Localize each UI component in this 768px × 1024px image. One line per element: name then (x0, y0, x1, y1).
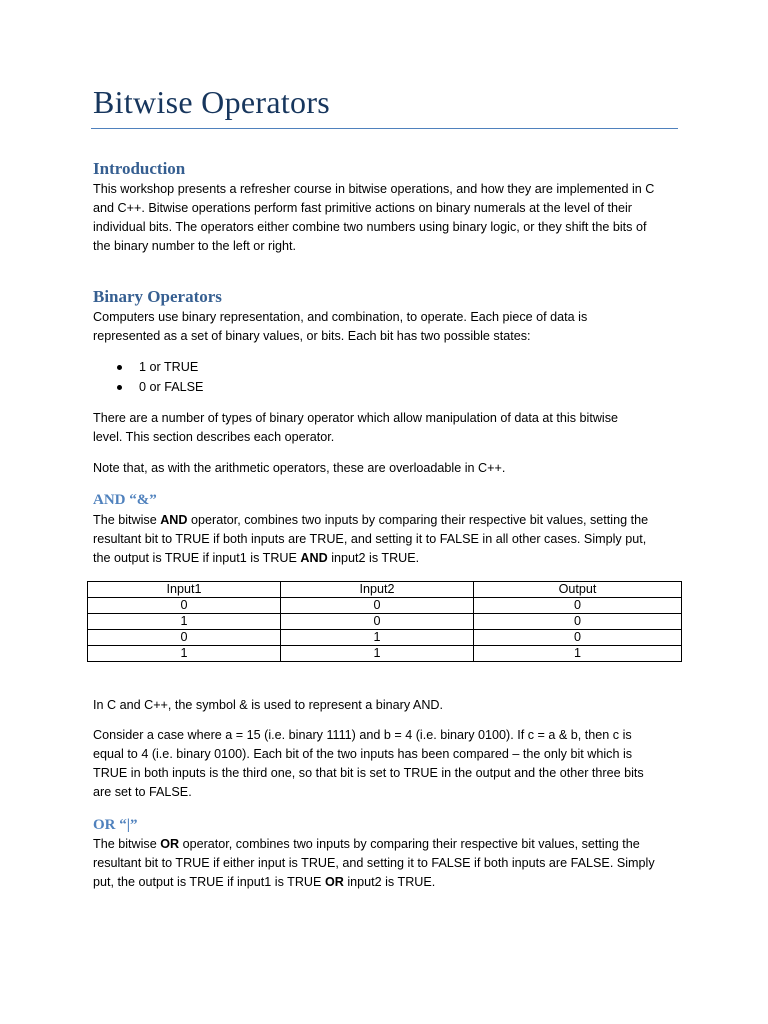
table-row (88, 614, 682, 630)
and-truth-table (87, 581, 682, 662)
table-row (88, 646, 682, 662)
bullet-icon (117, 365, 122, 370)
list-item-text: 1 or TRUE (139, 360, 199, 374)
bold-keyword: OR (324, 875, 344, 889)
text-line: The bitwise AND operator, combines two inputs by comparing their respective bit values, setting the (93, 513, 649, 527)
and-symbol-note: In C and C++, the symbol & is used to represent a binary AND. (93, 698, 444, 712)
text-line: The bitwise OR operator, combines two inputs by comparing their respective bit values, setting the (93, 837, 640, 851)
heading-binary-operators: Binary Operators (93, 287, 222, 306)
text-line: are set to FALSE. (93, 785, 192, 799)
title-underline (91, 128, 678, 129)
text-line: TRUE in both inputs is the third one, so that bit is set to TRUE in the output and the other three bits (93, 766, 644, 780)
table-cell: 0 (474, 630, 682, 646)
table-cell: 0 (474, 598, 682, 614)
text-line: put, the output is TRUE if input1 is TRUE OR input2 is TRUE. (93, 875, 436, 889)
table-cell: 1 (474, 646, 682, 662)
table-cell: 1 (281, 630, 474, 646)
text-line: represented as a set of binary values, or bits. Each bit has two possible states: (93, 329, 531, 343)
heading-or-operator: OR “|” (93, 817, 138, 833)
column-header: Output (474, 582, 682, 598)
table-cell: 0 (281, 614, 474, 630)
overload-note: Note that, as with the arithmetic operators, these are overloadable in C++. (93, 461, 506, 475)
or-description-paragraph (93, 835, 683, 892)
text-line: equal to 4 (i.e. binary 0100). Each bit of the two inputs has been compared – the only bit which is (93, 747, 633, 761)
and-example-paragraph (93, 726, 683, 802)
introduction-paragraph (93, 180, 683, 256)
text-line: resultant bit to TRUE if both inputs are TRUE, and setting it to FALSE in all other cases. Simply put, (93, 532, 647, 546)
text-line: individual bits. The operators either combine two numbers using binary logic, or they shift the bits of (93, 220, 647, 234)
table-cell: 1 (88, 614, 281, 630)
bold-keyword: OR (160, 837, 180, 851)
text-line: There are a number of types of binary operator which allow manipulation of data at this bitwise (93, 411, 619, 425)
text-line: level. This section describes each operator. (93, 430, 335, 444)
table-cell: 1 (88, 646, 281, 662)
text-line: This workshop presents a refresher course in bitwise operations, and how they are implemented in C (93, 182, 655, 196)
table-cell: 0 (281, 598, 474, 614)
bold-keyword: AND (160, 513, 188, 527)
list-item (93, 358, 203, 378)
text-line: Consider a case where a = 15 (i.e. binary 1111) and b = 4 (i.e. binary 0100). If c = a & b, then c is (93, 728, 632, 742)
text-line: the binary number to the left or right. (93, 239, 297, 253)
document-title: Bitwise Operators (93, 84, 331, 120)
text-line: Computers use binary representation, and combination, to operate. Each piece of data is (93, 310, 588, 324)
bit-states-list (93, 358, 203, 397)
heading-introduction: Introduction (93, 159, 186, 178)
binary-operators-paragraph (93, 308, 683, 346)
table-cell: 0 (88, 630, 281, 646)
text-line: and C++. Bitwise operations perform fast primitive actions on binary numerals at the level of their (93, 201, 632, 215)
table-row (88, 598, 682, 614)
bold-keyword: AND (300, 551, 328, 565)
text-line: resultant bit to TRUE if either input is TRUE, and setting it to FALSE if both inputs are FALSE. Simply (93, 856, 655, 870)
heading-and-operator: AND “&” (93, 492, 157, 508)
column-header: Input1 (88, 582, 281, 598)
table-cell: 0 (88, 598, 281, 614)
column-header: Input2 (281, 582, 474, 598)
list-item-text: 0 or FALSE (139, 379, 204, 394)
table-row (88, 630, 682, 646)
and-description-paragraph (93, 511, 683, 568)
table-header-row (88, 582, 682, 598)
table-cell: 0 (474, 614, 682, 630)
operator-types-paragraph (93, 409, 683, 447)
list-item (93, 378, 203, 398)
bullet-icon (117, 385, 122, 390)
text-line: the output is TRUE if input1 is TRUE AND input2 is TRUE. (93, 551, 420, 565)
table-cell: 1 (281, 646, 474, 662)
